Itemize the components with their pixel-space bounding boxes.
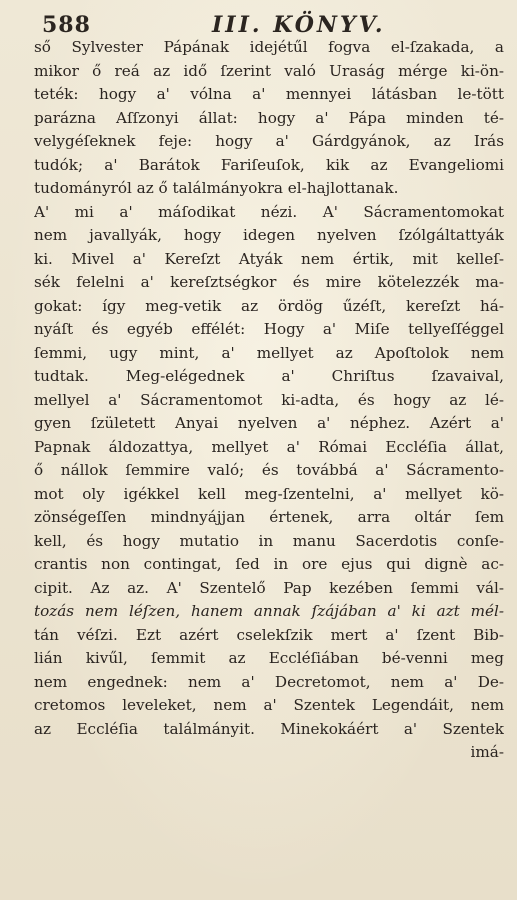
text-line: gyen ſzületett Anyai nyelven a' néphez. Azért a' — [34, 414, 504, 432]
text-line: mot oly igékkel kell meg-ſzentelni, a' mellyet kö- — [34, 484, 504, 503]
text-line: Papnak áldozattya, mellyet a' Római Eccléſia állat, — [34, 437, 504, 456]
text-line: ő nállok ſemmire való; és továbbá a' Sácramento- — [34, 461, 504, 479]
text-line: mellyel a' Sácramentomot ki-adta, és hogy az lé- — [34, 390, 504, 409]
text-line: cipit. Az az. A' Szentelő Pap kezében ſemmi vál- — [34, 578, 504, 597]
text-line: A' mi a' máſodikat nézi. A' Sácramentomokat — [34, 202, 504, 221]
text-line: ki. Mivel a' Kereſzt Atyák nem értik, mit kelleſ- — [34, 249, 504, 268]
text-line: gokat: így meg-vetik az ördög űzéſt, kereſzt há- — [34, 296, 504, 315]
text-line: zönségeſſen mindnyájjan értenek, arra oltár ſem — [34, 508, 504, 526]
text-line: lián kivűl, ſemmit az Eccléſiában bé-venni meg — [34, 649, 504, 667]
text-line: tozás nem léſzen, hanem annak ſzájában a' ki azt mél- — [34, 602, 504, 620]
text-line: nem javallyák, hogy idegen nyelven ſzólgáltattyák — [34, 226, 504, 244]
catchword: imá- — [470, 743, 504, 761]
text-line: tudományról az ő találmányokra el-hajlottanak. — [34, 179, 399, 197]
text-line: ső Sylvester Pápának idejétűl fogva el-ſzakada, a — [34, 38, 504, 56]
text-line: kell, és hogy mutatio in manu Sacerdotis conſe- — [34, 531, 504, 550]
text-line: tudtak. Meg-elégednek a' Chriſtus ſzavaival, — [34, 367, 504, 385]
text-line: nem engednek: nem a' Decretomot, nem a' De- — [34, 672, 504, 691]
text-line: ſemmi, ugy mint, a' mellyet az Apoſtolok nem — [34, 343, 504, 362]
text-line: mikor ő reá az idő ſzerint való Uraság mérge ki-ön- — [34, 61, 504, 80]
text-line: parázna Aſſzonyi állat: hogy a' Pápa minden té- — [34, 108, 504, 127]
text-line: az Eccléſia találmányit. Minekokáért a' Szentek — [34, 719, 504, 738]
text-line: sék felelni a' kereſztségkor és mire kötelezzék ma- — [34, 273, 504, 291]
page-header — [42, 8, 482, 38]
text-line: cretomos leveleket, nem a' Szentek Legendáit, nem — [34, 696, 504, 714]
page-number: 588 — [42, 12, 91, 38]
text-line: tudók; a' Barátok Fariſeuſok, kik az Evangeliomi — [34, 155, 504, 174]
text-line: nyáſt és egyéb effélét: Hogy a' Miſe tellyeſſéggel — [34, 320, 504, 338]
running-head: III. KÖNYV. — [212, 12, 386, 38]
text-line: velygéſeknek feje: hogy a' Gárdgyánok, az Irás — [34, 132, 504, 150]
text-line: crantis non contingat, ſed in ore ejus qui dignè ac- — [34, 555, 504, 573]
text-line: tán véſzi. Ezt azért cselekſzik mert a' ſzent Bib- — [34, 625, 504, 644]
body-text — [34, 36, 504, 765]
text-line: teték: hogy a' vólna a' mennyei látásban le-tött — [34, 85, 504, 103]
